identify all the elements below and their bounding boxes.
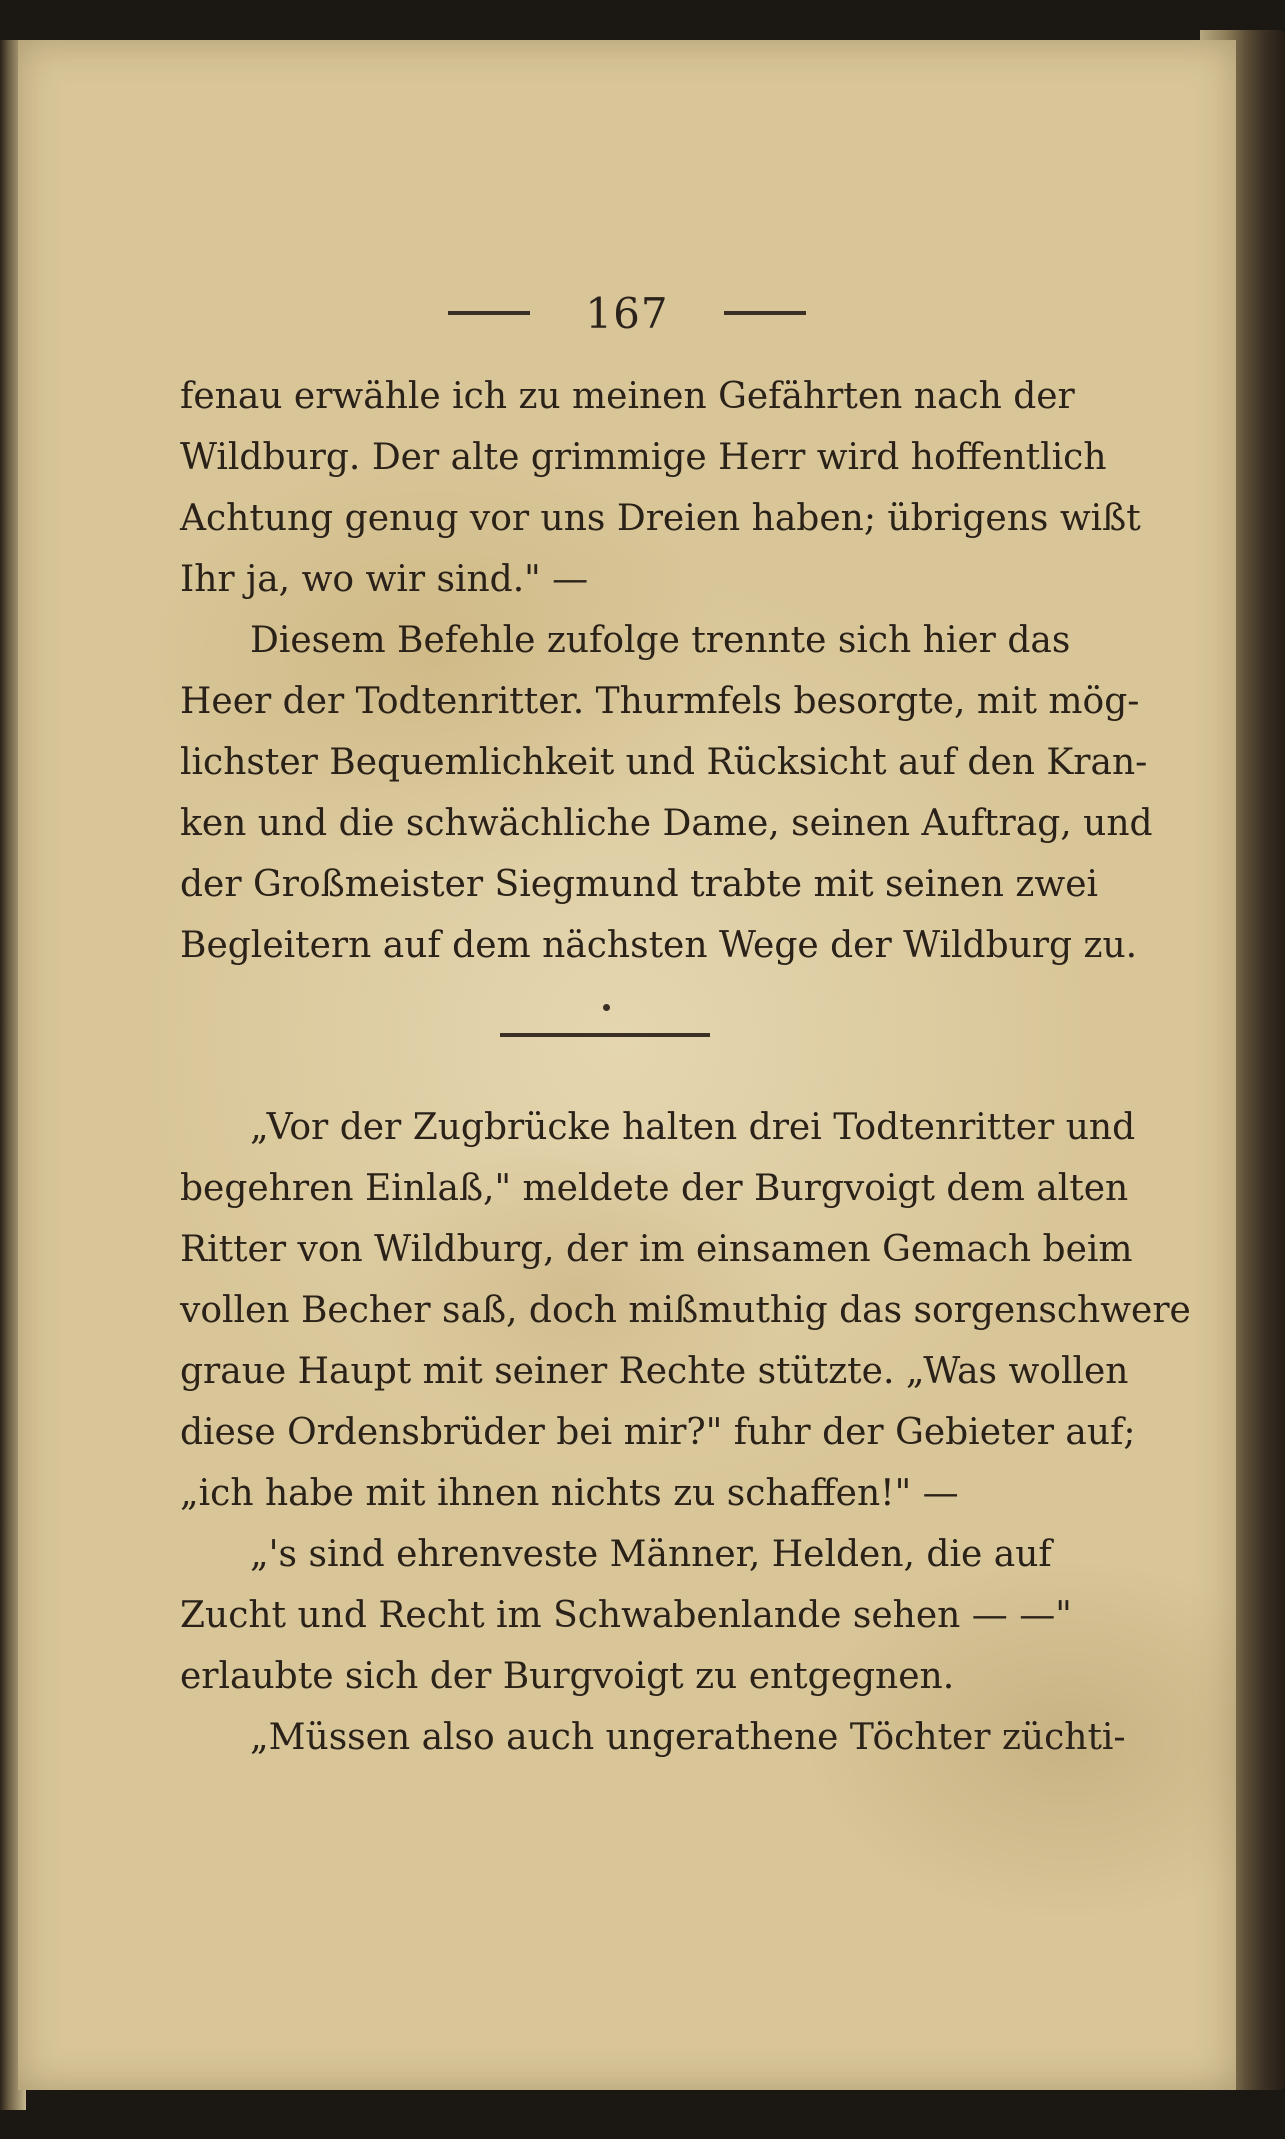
text-section-1 [180, 366, 1153, 976]
text-line: Diesem Befehle zufolge trennte sich hier das [250, 620, 1071, 661]
text-line: Heer der Todtenritter. Thurmfels besorgte, mit mög- [180, 681, 1140, 722]
text-line: Begleitern auf dem nächsten Wege der Wildburg zu. [180, 925, 1138, 966]
text-line: fenau erwähle ich zu meinen Gefährten nach der [180, 376, 1075, 417]
text-line: vollen Becher saß, doch mißmuthig das sorgenschwere [180, 1290, 1191, 1331]
text-line: Ritter von Wildburg, der im einsamen Gemach beim [180, 1229, 1133, 1270]
text-section-2 [180, 1097, 1191, 1768]
text-line: graue Haupt mit seiner Rechte stützte. „Was wollen [180, 1351, 1129, 1392]
section-divider [500, 1033, 710, 1037]
book-page [18, 40, 1236, 2090]
text-line: Ihr ja, wo wir sind." — [180, 559, 589, 600]
text-line: „Müssen also auch ungerathene Töchter züchti- [250, 1717, 1126, 1758]
page-number: 167 [585, 288, 669, 338]
text-line: „Vor der Zugbrücke halten drei Todtenritter und [250, 1107, 1136, 1148]
text-line: Zucht und Recht im Schwabenlande sehen — —" [180, 1595, 1072, 1636]
text-line: erlaubte sich der Burgvoigt zu entgegnen. [180, 1656, 955, 1697]
section-divider-dot [603, 1004, 610, 1011]
text-line: lichster Bequemlichkeit und Rücksicht auf den Kran- [180, 742, 1148, 783]
text-line: Achtung genug vor uns Dreien haben; übrigens wißt [180, 498, 1141, 539]
text-line: ken und die schwächliche Dame, seinen Auftrag, und [180, 803, 1153, 844]
text-line: „ich habe mit ihnen nichts zu schaffen!" — [180, 1473, 959, 1514]
header-dash-right [724, 311, 806, 315]
text-line: Wildburg. Der alte grimmige Herr wird hoffentlich [180, 437, 1107, 478]
text-line: der Großmeister Siegmund trabte mit seinen zwei [180, 864, 1099, 905]
page-header [18, 285, 1236, 338]
text-line: „'s sind ehrenveste Männer, Helden, die auf [250, 1534, 1052, 1575]
text-line: diese Ordensbrüder bei mir?" fuhr der Gebieter auf; [180, 1412, 1136, 1453]
text-line: begehren Einlaß," meldete der Burgvoigt dem alten [180, 1168, 1129, 1209]
header-dash-left [448, 311, 530, 315]
